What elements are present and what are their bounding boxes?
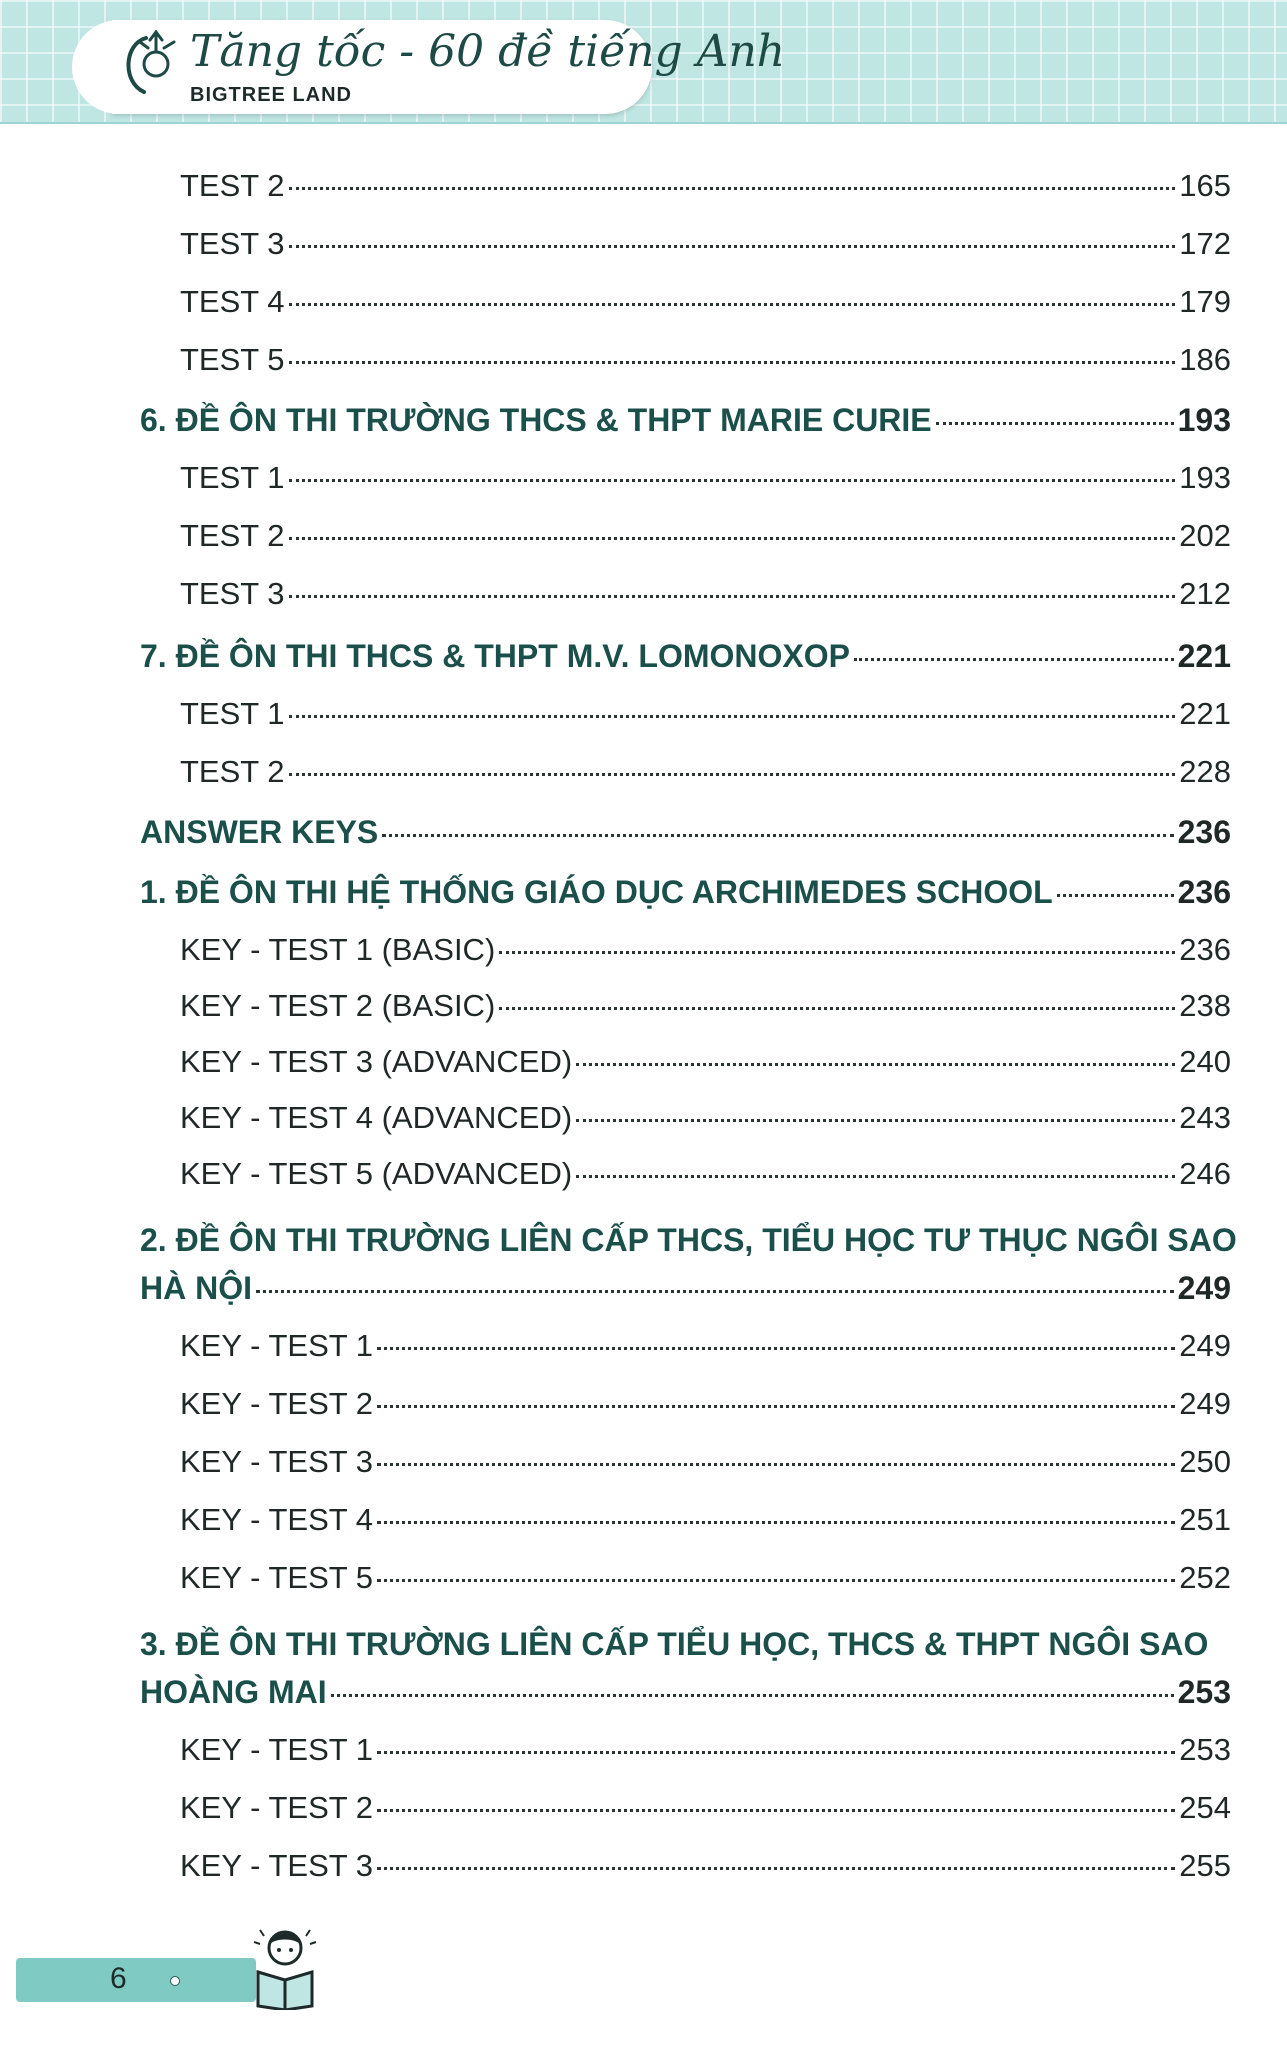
- toc-entry[interactable]: [180, 518, 1231, 554]
- dot-leader: [382, 834, 1173, 837]
- toc-entry[interactable]: [180, 226, 1231, 262]
- toc-entry-label: TEST 2: [180, 168, 285, 203]
- toc-page-number: 186: [1179, 342, 1231, 377]
- toc-entry-label: KEY - TEST 1: [180, 1732, 373, 1767]
- dot-leader: [289, 715, 1176, 718]
- toc-entry-label: KEY - TEST 1: [180, 1328, 373, 1363]
- toc-page-number: 193: [1179, 460, 1231, 495]
- toc-page-number: 253: [1177, 1674, 1231, 1710]
- toc-entry-label: TEST 2: [180, 518, 285, 553]
- toc-entry[interactable]: [180, 1732, 1231, 1768]
- toc-page-number: 202: [1179, 518, 1231, 553]
- toc-page-number: 254: [1179, 1790, 1231, 1825]
- toc-entry-label: KEY - TEST 3: [180, 1444, 373, 1479]
- toc-entry-label: KEY - TEST 5: [180, 1560, 373, 1595]
- toc-entry-label: 6. ĐỀ ÔN THI TRƯỜNG THCS & THPT MARIE CURIE: [140, 402, 932, 438]
- toc-entry-label: ANSWER KEYS: [140, 814, 379, 850]
- toc-page-number: 252: [1179, 1560, 1231, 1595]
- toc-entry[interactable]: [180, 988, 1231, 1024]
- reading-child-icon: [250, 1924, 320, 2010]
- toc-page-number: 238: [1179, 988, 1231, 1023]
- dot-leader: [289, 595, 1176, 598]
- toc-entry-label: TEST 5: [180, 342, 285, 377]
- dot-leader: [289, 479, 1176, 482]
- toc-entry-label: KEY - TEST 4 (ADVANCED): [180, 1100, 573, 1135]
- toc-entry-label: KEY - TEST 2: [180, 1386, 373, 1421]
- dot-leader: [289, 537, 1176, 540]
- toc-section-entry[interactable]: [140, 874, 1231, 911]
- toc-page-number: 249: [1179, 1328, 1231, 1363]
- dot-leader: [377, 1521, 1175, 1524]
- footer-dot: [170, 1976, 180, 1986]
- page-number: 6: [110, 1962, 127, 1995]
- toc-entry[interactable]: [180, 1100, 1231, 1136]
- toc-page-number: 179: [1179, 284, 1231, 319]
- dot-leader: [576, 1063, 1175, 1066]
- toc-section-entry[interactable]: [140, 638, 1231, 675]
- toc-section-title-line: 3. ĐỀ ÔN THI TRƯỜNG LIÊN CẤP TIỂU HỌC, THCS & THPT NGÔI SAO: [140, 1626, 1209, 1662]
- toc-page-number: 236: [1177, 874, 1231, 910]
- toc-entry-label: HOÀNG MAI: [140, 1674, 327, 1710]
- toc-entry[interactable]: [180, 1328, 1231, 1364]
- toc-entry-label: KEY - TEST 4: [180, 1502, 373, 1537]
- toc-entry[interactable]: [180, 1044, 1231, 1080]
- toc-section-entry[interactable]: [140, 1270, 1231, 1307]
- publisher-brand: BIGTREE LAND: [190, 84, 352, 106]
- toc-section-title-line: 2. ĐỀ ÔN THI TRƯỜNG LIÊN CẤP THCS, TIỂU HỌC TƯ THỤC NGÔI SAO: [140, 1222, 1237, 1258]
- toc-entry[interactable]: [180, 696, 1231, 732]
- toc-entry-label: KEY - TEST 2 (BASIC): [180, 988, 496, 1023]
- toc-page-number: 255: [1179, 1848, 1231, 1883]
- toc-page-number: 221: [1179, 696, 1231, 731]
- toc-page-number: 165: [1179, 168, 1231, 203]
- toc-entry-label: 1. ĐỀ ÔN THI HỆ THỐNG GIÁO DỤC ARCHIMEDES SCHOOL: [140, 874, 1053, 910]
- footer-bar: [16, 1958, 256, 2002]
- toc-page-number: 240: [1179, 1044, 1231, 1079]
- toc-page-number: 212: [1179, 576, 1231, 611]
- dot-leader: [854, 658, 1174, 661]
- tree-logo-icon: [116, 30, 186, 100]
- dot-leader: [576, 1175, 1175, 1178]
- toc-entry-label: TEST 3: [180, 576, 285, 611]
- page-header: [0, 0, 1287, 124]
- toc-entry[interactable]: [180, 932, 1231, 968]
- toc-entry[interactable]: [180, 460, 1231, 496]
- toc-entry[interactable]: [180, 342, 1231, 378]
- toc-section-entry[interactable]: [140, 402, 1231, 439]
- toc-entry[interactable]: [180, 1848, 1231, 1884]
- toc-page-number: 228: [1179, 754, 1231, 789]
- toc-entry-label: TEST 3: [180, 226, 285, 261]
- toc-entry[interactable]: [180, 168, 1231, 204]
- toc-page-number: 221: [1177, 638, 1231, 674]
- toc-page-number: 172: [1179, 226, 1231, 261]
- toc-page-number: 249: [1179, 1386, 1231, 1421]
- dot-leader: [377, 1347, 1175, 1350]
- toc-entry-label: HÀ NỘI: [140, 1270, 252, 1306]
- toc-entry[interactable]: [180, 1560, 1231, 1596]
- toc-entry-label: KEY - TEST 3 (ADVANCED): [180, 1044, 573, 1079]
- toc-page-number: 236: [1177, 814, 1231, 850]
- toc-entry[interactable]: [180, 1790, 1231, 1826]
- dot-leader: [377, 1867, 1175, 1870]
- dot-leader: [289, 303, 1176, 306]
- dot-leader: [289, 361, 1176, 364]
- dot-leader: [256, 1290, 1174, 1293]
- dot-leader: [377, 1809, 1175, 1812]
- dot-leader: [499, 951, 1175, 954]
- dot-leader: [499, 1007, 1175, 1010]
- toc-entry[interactable]: [180, 1386, 1231, 1422]
- book-series-title: Tăng tốc - 60 đề tiếng Anh: [190, 26, 786, 77]
- dot-leader: [1057, 894, 1174, 897]
- toc-entry-label: KEY - TEST 2: [180, 1790, 373, 1825]
- dot-leader: [576, 1119, 1175, 1122]
- toc-page-number: 249: [1177, 1270, 1231, 1306]
- dot-leader: [289, 245, 1176, 248]
- dot-leader: [289, 773, 1176, 776]
- dot-leader: [936, 422, 1174, 425]
- toc-section-entry[interactable]: [140, 814, 1231, 851]
- toc-page-number: 251: [1179, 1502, 1231, 1537]
- dot-leader: [289, 187, 1176, 190]
- toc-entry[interactable]: [180, 284, 1231, 320]
- toc-entry-label: TEST 4: [180, 284, 285, 319]
- toc-page-number: 243: [1179, 1100, 1231, 1135]
- toc-entry-label: KEY - TEST 1 (BASIC): [180, 932, 496, 967]
- toc-page-number: 250: [1179, 1444, 1231, 1479]
- toc-page-number: 253: [1179, 1732, 1231, 1767]
- dot-leader: [331, 1694, 1174, 1697]
- toc-page-number: 193: [1177, 402, 1231, 438]
- toc-entry-label: TEST 1: [180, 696, 285, 731]
- dot-leader: [377, 1463, 1175, 1466]
- dot-leader: [377, 1579, 1175, 1582]
- toc-entry-label: TEST 2: [180, 754, 285, 789]
- dot-leader: [377, 1751, 1175, 1754]
- toc-page-number: 246: [1179, 1156, 1231, 1191]
- toc-entry[interactable]: [180, 1502, 1231, 1538]
- toc-entry-label: KEY - TEST 5 (ADVANCED): [180, 1156, 573, 1191]
- toc-entry-label: TEST 1: [180, 460, 285, 495]
- toc-entry[interactable]: [180, 1156, 1231, 1192]
- toc-section-entry[interactable]: [140, 1674, 1231, 1711]
- dot-leader: [377, 1405, 1175, 1408]
- toc-entry[interactable]: [180, 754, 1231, 790]
- toc-entry-label: 7. ĐỀ ÔN THI THCS & THPT M.V. LOMONOXOP: [140, 638, 850, 674]
- toc-entry[interactable]: [180, 1444, 1231, 1480]
- toc-entry-label: KEY - TEST 3: [180, 1848, 373, 1883]
- toc-page-number: 236: [1179, 932, 1231, 967]
- toc-entry[interactable]: [180, 576, 1231, 612]
